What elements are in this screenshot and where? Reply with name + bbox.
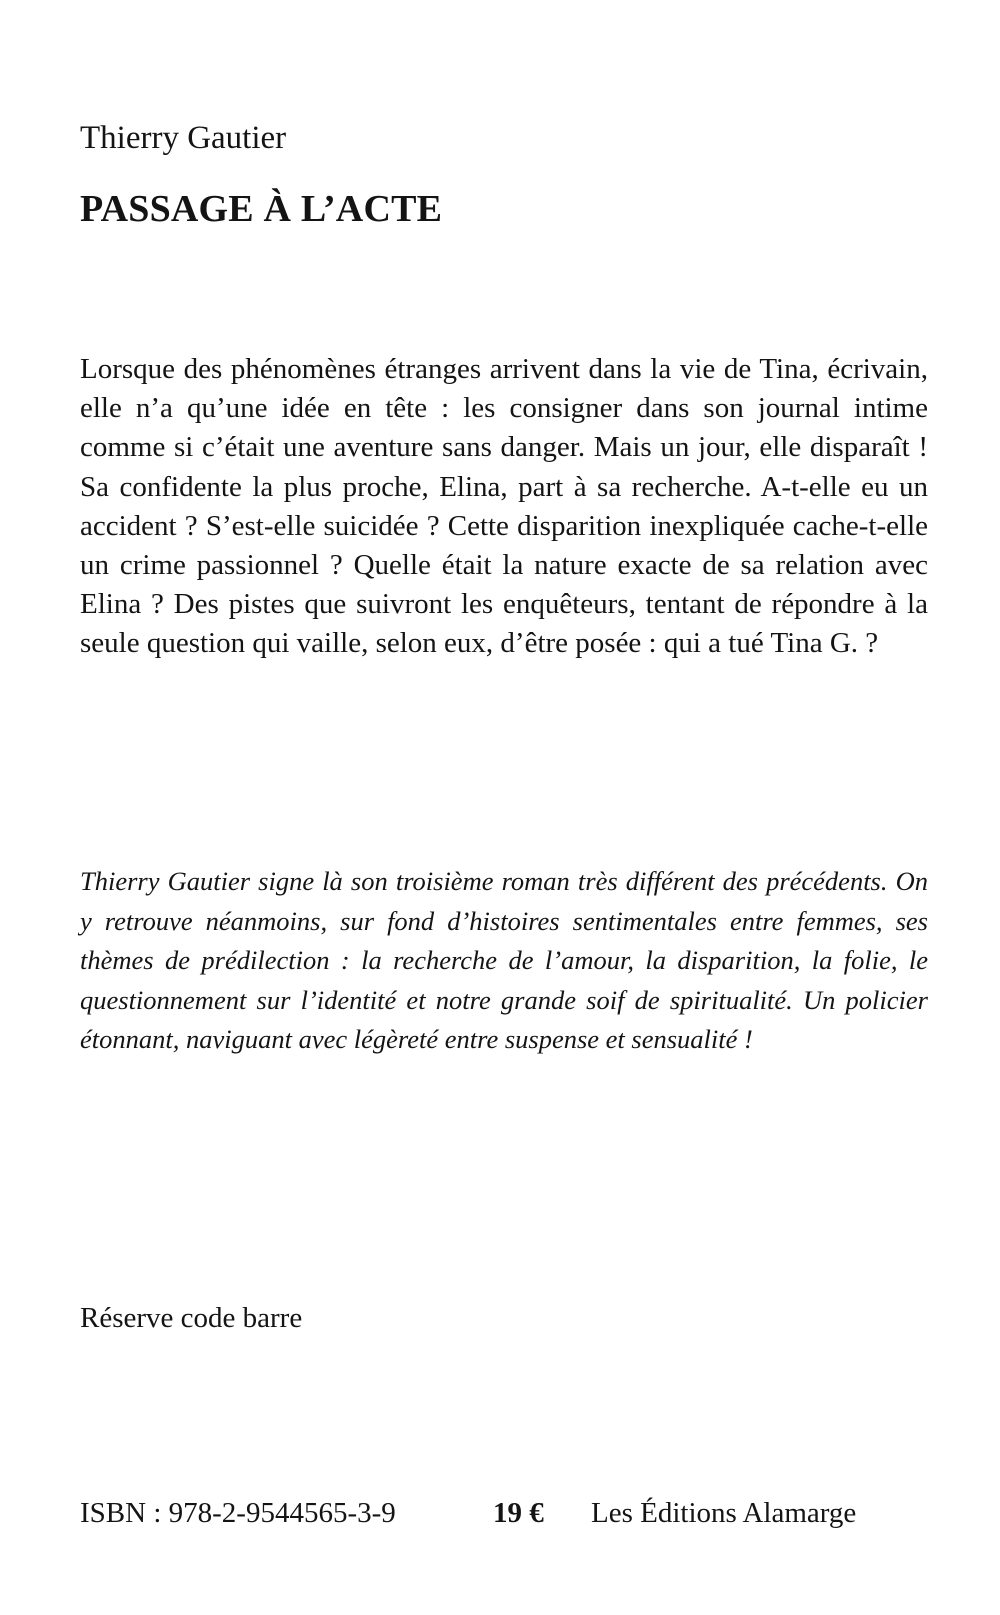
book-summary: Lorsque des phénomènes étranges arrivent dans la vie de Tina, écrivain, elle n’a qu’une idée en tête : les consigner dans son journal intime comme si c’était une aventure sans danger. Mais un jour, elle disparaît ! Sa confidente la plus proche, Elina, part à sa recherche. A-t-elle eu un accident ? S’est-elle suicidée ? Cette disparition inexpliquée cache-t-elle un crime passionnel ? Quelle était la nature exacte de sa relation avec Elina ? Des pistes que suivront les enquêteurs, tentant de répondre à la seule question qui vaille, selon eux, d’être posée : qui a tué Tina G. ? <box>80 353 928 660</box>
book-title: PASSAGE À L’ACTE <box>80 188 443 230</box>
price: 19 € <box>493 1497 544 1529</box>
publisher-name: Les Éditions Alamarge <box>591 1497 857 1529</box>
cover-footer <box>80 1495 940 1535</box>
author-blurb: Thierry Gautier signe là son troisième roman très différent des précédents. On y retrouve néanmoins, sur fond d’histoires sentimentales entre femmes, ses thèmes de prédilection : la recherche de l’amour, la disparition, la folie, le questionnement sur l’identité et notre grande soif de spiritualité. Un policier étonnant, naviguant avec légèreté entre suspense et sensualité ! <box>80 866 928 1054</box>
isbn-number: ISBN : 978-2-9544565-3-9 <box>80 1497 396 1529</box>
author-name: Thierry Gautier <box>80 120 287 156</box>
barcode-placeholder-note: Réserve code barre <box>80 1302 303 1334</box>
